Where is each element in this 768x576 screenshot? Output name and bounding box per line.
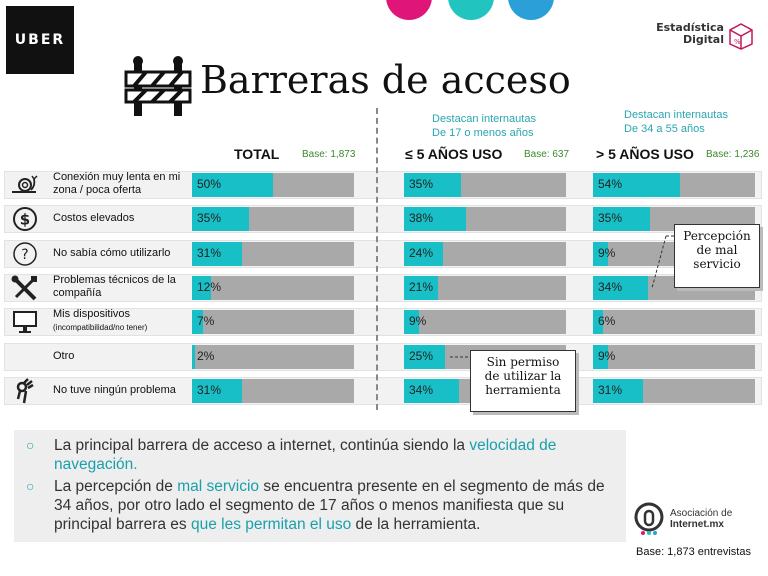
col-heading-le5: ≤ 5 AÑOS USO bbox=[405, 146, 503, 162]
cube-icon bbox=[728, 22, 754, 50]
bar-le5 bbox=[404, 173, 566, 197]
bar-total bbox=[192, 379, 354, 403]
col-base-le5: Base: 637 bbox=[524, 149, 570, 160]
callout-sin-permiso-line-2: de utilizar la bbox=[484, 369, 562, 383]
bar-total bbox=[192, 173, 354, 197]
note-older-line-1: Destacan internautas bbox=[624, 109, 728, 121]
uber-logo: UBER bbox=[6, 6, 74, 74]
bar-le5 bbox=[404, 242, 566, 266]
logo-line-2: Digital bbox=[683, 33, 724, 46]
col-heading-gt5: > 5 AÑOS USO bbox=[596, 146, 694, 162]
row-label-subtext: (incompatibilidad/no tener) bbox=[53, 323, 148, 332]
row-label-text: Problemas técnicos de la compañía bbox=[53, 274, 176, 299]
summary-2-text-c: de la herramienta. bbox=[351, 516, 481, 533]
bar-gt5 bbox=[593, 345, 755, 369]
row-label bbox=[53, 350, 193, 363]
bar-value-label: 6% bbox=[598, 314, 616, 328]
callout-mal-servicio-line-2: de mal bbox=[696, 243, 738, 257]
bar-total bbox=[192, 310, 354, 334]
row-label-text: No sabía cómo utilizarlo bbox=[53, 247, 171, 259]
row-label bbox=[53, 247, 193, 260]
note-young bbox=[432, 112, 536, 140]
bar-value-label: 25% bbox=[409, 349, 434, 363]
aimx-line-1: Asociación de bbox=[670, 508, 733, 519]
bar-value-label: 9% bbox=[598, 246, 616, 260]
bar-value-label: 50% bbox=[197, 177, 222, 191]
bar-gt5 bbox=[593, 173, 755, 197]
summary-2-highlight-2: que les permitan el uso bbox=[190, 516, 352, 533]
bar-total bbox=[192, 207, 354, 231]
bar-value-label: 31% bbox=[598, 383, 623, 397]
callout-sin-permiso-line-1: Sin permiso bbox=[486, 355, 560, 369]
row-label-text: Otro bbox=[53, 350, 75, 362]
summary-2-highlight-1: mal servicio bbox=[177, 478, 260, 495]
bar-value-label: 21% bbox=[409, 280, 434, 294]
aimx-text bbox=[670, 508, 732, 530]
road-barrier-icon bbox=[124, 54, 192, 116]
note-young-line-2: De 17 o menos años bbox=[432, 127, 534, 139]
question-icon bbox=[8, 240, 42, 268]
bullet-circle-icon: ○ bbox=[26, 437, 35, 453]
note-older-line-2: De 34 a 55 años bbox=[624, 123, 705, 135]
bar-value-label: 7% bbox=[197, 314, 215, 328]
summary-box bbox=[14, 430, 626, 542]
summary-2-text-a: La percepción de bbox=[54, 478, 178, 495]
svg-text:%: % bbox=[734, 38, 741, 46]
row-label-text: Costos elevados bbox=[53, 212, 135, 224]
ok-hand-icon bbox=[8, 377, 42, 405]
asociacion-internet-logo bbox=[634, 500, 754, 540]
row-label bbox=[53, 212, 193, 225]
summary-1-text: La principal barrera de acceso a internet, continúa siendo la bbox=[54, 437, 470, 454]
row-label-text: Conexión muy lenta en mi zona / poca oferta bbox=[53, 171, 181, 196]
bar-value-label: 34% bbox=[598, 280, 623, 294]
bar-value-label: 9% bbox=[409, 314, 427, 328]
summary-1-highlight: velocidad de navegación. bbox=[54, 437, 557, 473]
decor-circle-teal bbox=[448, 0, 494, 20]
summary-2-text-b: se encuentra presente en el segmento de más de 34 años, por otro lado el segmento de 17 años o menos manifiesta que su principal barrera es bbox=[54, 478, 605, 533]
aimx-mark-icon bbox=[634, 502, 664, 536]
callout-sin-permiso-line-3: herramienta bbox=[485, 383, 561, 397]
note-older bbox=[624, 108, 728, 136]
dollar-icon bbox=[8, 205, 42, 233]
bar-le5 bbox=[404, 276, 566, 300]
bar-value-label: 35% bbox=[598, 211, 623, 225]
bar-value-label: 54% bbox=[598, 177, 623, 191]
bar-le5 bbox=[404, 310, 566, 334]
callout-sin-permiso bbox=[470, 350, 576, 412]
decor-circle-blue bbox=[508, 0, 554, 20]
decor-circle-pink bbox=[386, 0, 432, 20]
col-heading-total: TOTAL bbox=[234, 146, 280, 162]
tools-icon bbox=[8, 274, 42, 302]
callout-mal-servicio bbox=[674, 224, 760, 288]
callout-mal-servicio-line-1: Percepción bbox=[683, 229, 751, 243]
callout-mal-servicio-connector bbox=[640, 232, 680, 292]
bar-le5 bbox=[404, 207, 566, 231]
bar-total bbox=[192, 242, 354, 266]
bar-value-label: 31% bbox=[197, 246, 222, 260]
bar-value-label: 9% bbox=[598, 349, 616, 363]
row-label bbox=[53, 384, 193, 397]
bar-value-label: 35% bbox=[409, 177, 434, 191]
footer-base: Base: 1,873 entrevistas bbox=[636, 546, 751, 558]
monitor-icon bbox=[8, 308, 42, 336]
summary-bullet-1 bbox=[28, 436, 618, 474]
note-young-line-1: Destacan internautas bbox=[432, 113, 536, 125]
row-label-text: No tuve ningún problema bbox=[53, 384, 176, 396]
logo-line-1: Estadística bbox=[656, 21, 724, 34]
bar-gt5 bbox=[593, 310, 755, 334]
column-divider bbox=[376, 108, 378, 410]
bar-value-label: 24% bbox=[409, 246, 434, 260]
bar-value-label: 38% bbox=[409, 211, 434, 225]
row-label bbox=[53, 274, 193, 300]
bar-gt5 bbox=[593, 379, 755, 403]
row-label bbox=[53, 308, 193, 334]
callout-mal-servicio-line-3: servicio bbox=[693, 257, 741, 271]
bar-total bbox=[192, 276, 354, 300]
bar-value-label: 31% bbox=[197, 383, 222, 397]
col-base-gt5: Base: 1,236 bbox=[706, 149, 760, 160]
bar-value-label: 34% bbox=[409, 383, 434, 397]
svg-text:$: $ bbox=[19, 210, 31, 229]
bullet-circle-icon: ○ bbox=[26, 478, 35, 494]
svg-text:?: ? bbox=[21, 247, 29, 263]
bar-fill bbox=[192, 345, 195, 369]
page-title: Barreras de acceso bbox=[200, 58, 571, 102]
bar-total bbox=[192, 345, 354, 369]
estadistica-digital-logo bbox=[652, 22, 756, 52]
bar-value-label: 35% bbox=[197, 211, 222, 225]
callout-sin-permiso-connector bbox=[448, 352, 470, 362]
summary-bullet-2 bbox=[28, 477, 618, 534]
aimx-line-2: Internet.mx bbox=[670, 519, 724, 530]
row-label-text: Mis dispositivos bbox=[53, 308, 131, 320]
col-base-total: Base: 1,873 bbox=[302, 149, 356, 160]
row-label bbox=[53, 171, 193, 197]
bar-value-label: 12% bbox=[197, 280, 222, 294]
snail-icon bbox=[8, 171, 42, 199]
bar-value-label: 2% bbox=[197, 349, 215, 363]
